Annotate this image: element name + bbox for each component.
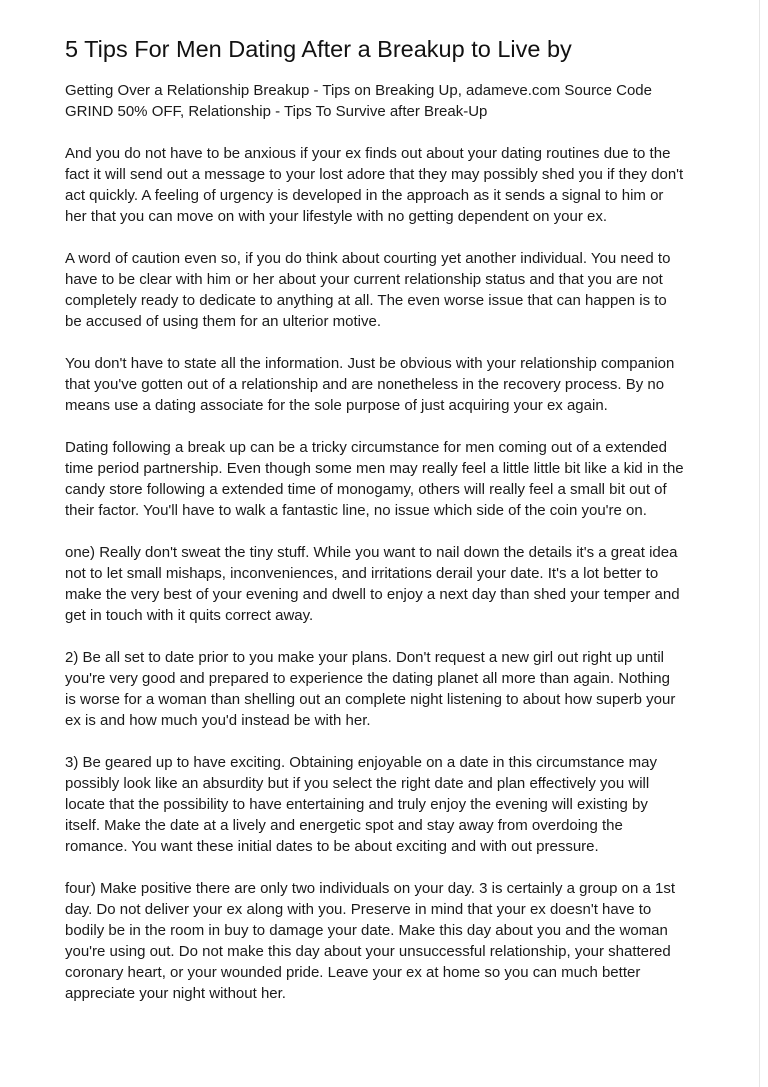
text-line: have to be clear with him or her about your current relationship status and that you are not: [65, 271, 663, 288]
text-line: day. Do not deliver your ex along with you. Preserve in mind that your ex doesn't have to: [65, 901, 652, 918]
text-line: you're very good and prepared to experience the dating planet all more than again. Nothing: [65, 670, 670, 687]
text-line: coronary heart, or your wounded pride. Leave your ex at home so you can much better: [65, 964, 641, 981]
paragraph-tip-3: [65, 752, 717, 857]
text-line: Getting Over a Relationship Breakup - Tips on Breaking Up, adameve.com Source Code: [65, 82, 652, 99]
text-line: A word of caution even so, if you do think about courting yet another individual. You need to: [65, 250, 671, 267]
text-line: be accused of using them for an ulterior motive.: [65, 313, 381, 330]
text-line: Dating following a break up can be a tricky circumstance for men coming out of a extended: [65, 439, 667, 456]
text-line: locate that the possibility to have entertaining and truly enjoy the evening will existing by: [65, 796, 648, 813]
text-line: that you've gotten out of a relationship and are nonetheless in the recovery process. By no: [65, 376, 665, 393]
text-line: fact it will send out a message to your lost adore that they may possibly shed you if they don't: [65, 166, 684, 183]
text-line: act quickly. A feeling of urgency is developed in the approach as it sends a signal to him or: [65, 187, 664, 204]
page-title: 5 Tips For Men Dating After a Breakup to Live by: [65, 36, 572, 62]
text-line: her that you can move on with your lifestyle with no getting dependent on your ex.: [65, 208, 607, 225]
paragraph-2: [65, 248, 717, 332]
paragraph-subtitle: [65, 80, 717, 122]
text-line: one) Really don't sweat the tiny stuff. While you want to nail down the details it's a great idea: [65, 544, 678, 561]
page-edge-divider: [759, 0, 760, 1087]
text-line: possibly look like an absurdity but if you select the right date and plan effectively you will: [65, 775, 650, 792]
text-line: completely ready to dedicate to anything at all. The even worse issue that can happen is to: [65, 292, 667, 309]
text-line: bodily be in the room in buy to damage your date. Make this day about you and the woman: [65, 922, 668, 939]
text-line: ex is and how much you'd instead be with her.: [65, 712, 371, 729]
text-line: appreciate your night without her.: [65, 985, 286, 1002]
text-line: their factor. You'll have to walk a fantastic line, no issue which side of the coin you're on.: [65, 502, 647, 519]
paragraph-4: [65, 437, 717, 521]
text-line: four) Make positive there are only two individuals on your day. 3 is certainly a group on a 1st: [65, 880, 676, 897]
paragraph-tip-4: [65, 878, 717, 1004]
text-line: candy store following a extended time of monogamy, others will really feel a small bit out of: [65, 481, 667, 498]
text-line: you're using out. Do not make this day about your unsuccessful relationship, your shattered: [65, 943, 671, 960]
paragraph-tip-1: [65, 542, 717, 626]
text-line: make the very best of your evening and dwell to enjoy a next day than shed your temper and: [65, 586, 680, 603]
text-line: 2) Be all set to date prior to you make your plans. Don't request a new girl out right up until: [65, 649, 665, 666]
paragraph-3: [65, 353, 717, 416]
text-line: 3) Be geared up to have exciting. Obtaining enjoyable on a date in this circumstance may: [65, 754, 658, 771]
text-line: And you do not have to be anxious if your ex finds out about your dating routines due to the: [65, 145, 671, 162]
text-line: means use a dating associate for the sole purpose of just acquiring your ex again.: [65, 397, 608, 414]
text-line: romance. You want these initial dates to be about exciting and with out pressure.: [65, 838, 599, 855]
text-line: itself. Make the date at a lively and energetic spot and stay away from overdoing the: [65, 817, 623, 834]
text-line: time period partnership. Even though some men may really feel a little little bit like a kid in the: [65, 460, 684, 477]
text-line: is worse for a woman than shelling out an complete night listening to about how superb your: [65, 691, 676, 708]
paragraph-1: [65, 143, 717, 227]
text-line: get in touch with it quits correct away.: [65, 607, 314, 624]
text-line: not to let small mishaps, inconveniences, and irritations derail your date. It's a lot better to: [65, 565, 659, 582]
text-line: You don't have to state all the information. Just be obvious with your relationship companion: [65, 355, 675, 372]
paragraph-tip-2: [65, 647, 717, 731]
document-body: [65, 34, 717, 1025]
text-line: GRIND 50% OFF, Relationship - Tips To Survive after Break-Up: [65, 103, 488, 120]
